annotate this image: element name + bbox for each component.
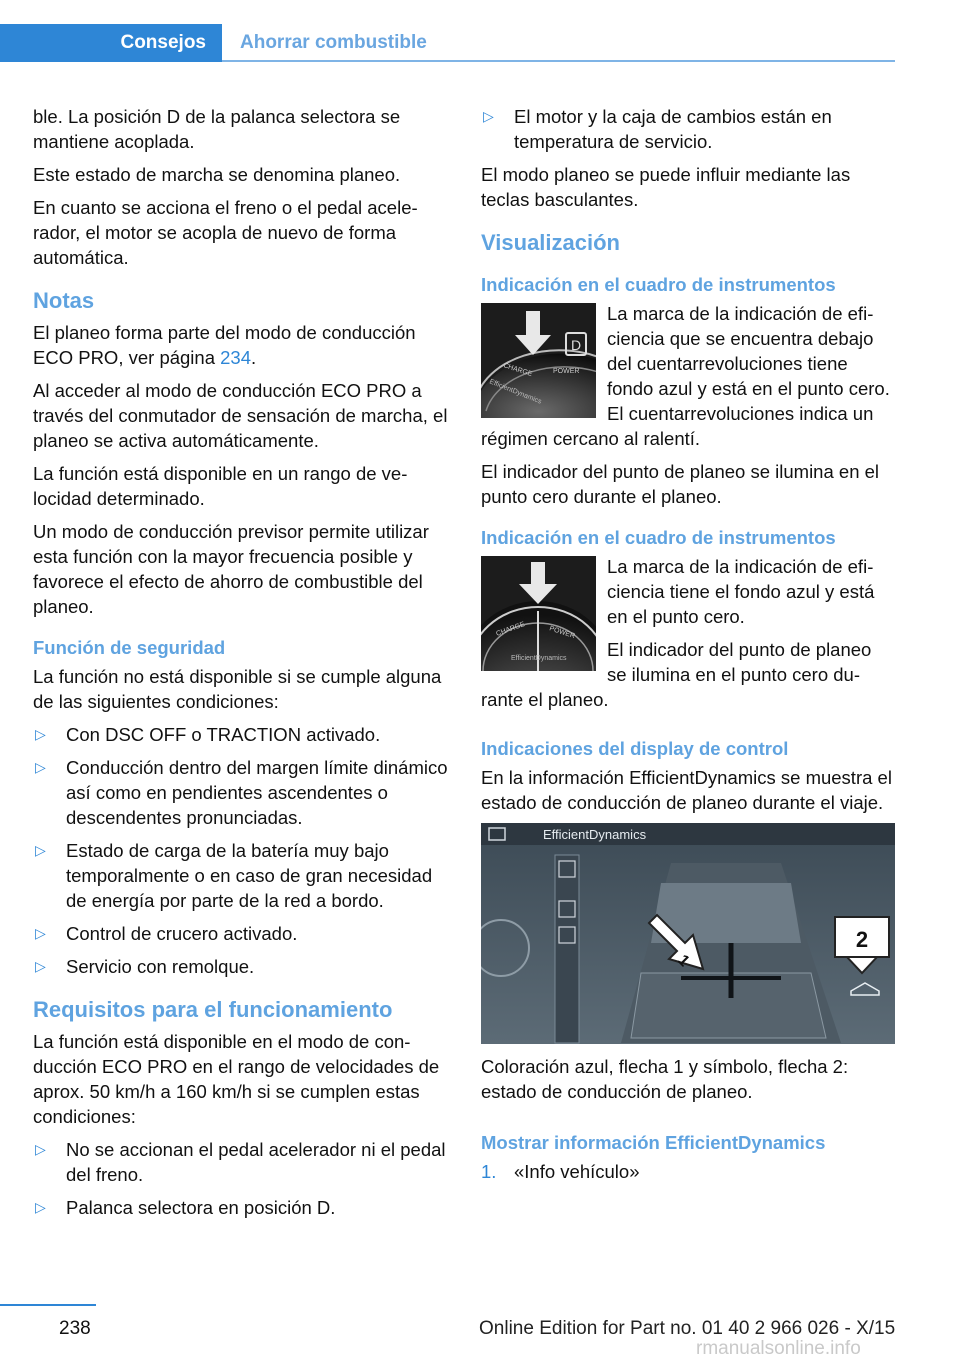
page-link-234[interactable]: 234	[220, 347, 252, 368]
paragraph: La marca de la indicación de eficiencia tiene el fondo azul y está en el punto cero.	[607, 556, 875, 627]
section-heading-visualizacion: Visualización	[481, 230, 620, 255]
triangle-bullet-icon: ▷	[35, 925, 46, 941]
arrow-1-label: 1	[674, 951, 693, 971]
instrument-cluster-image-1	[481, 303, 596, 418]
charge-label: CHARGE	[502, 362, 534, 379]
paragraph: El modo planeo se puede influir mediante las teclas basculantes.	[481, 164, 851, 210]
triangle-bullet-icon: ▷	[35, 759, 46, 775]
paragraph: La función está disponible en un rango de velocidad determinado.	[33, 463, 408, 509]
list-item	[33, 722, 451, 747]
condition-list	[33, 722, 451, 979]
paragraph: En cuanto se acciona el freno o el pedal acelerador, el motor se acopla de nuevo de forma automática.	[33, 197, 418, 268]
list-item	[33, 921, 451, 946]
list-item	[33, 1137, 451, 1187]
paragraph: ble. La posición D de la palanca selectora se mantiene acoplada.	[33, 106, 401, 152]
subheading-funcion-seguridad: Función de seguridad	[33, 637, 226, 658]
triangle-bullet-icon: ▷	[35, 1141, 46, 1157]
footer-rule	[0, 1304, 96, 1306]
requirements-list	[33, 1137, 451, 1220]
requirements-list-continued	[481, 104, 895, 154]
triangle-bullet-icon: ▷	[35, 842, 46, 858]
paragraph	[33, 320, 451, 370]
text: El planeo forma parte del modo de conducción ECO PRO, ver página	[33, 322, 416, 368]
list-item	[33, 838, 451, 913]
paragraph: La función está disponible en el modo de conducción ECO PRO en el rango de velocidades de aprox. 50 km/h a 160 km/h si se cumplen estas condiciones:	[33, 1031, 440, 1127]
left-column	[33, 104, 451, 1228]
paragraph: Este estado de marcha se denomina planeo.	[33, 164, 401, 185]
step-text: «Info vehículo»	[514, 1161, 640, 1182]
paragraph: Un modo de conducción previsor permite utilizar esta función con la mayor frecuencia posible y favorece el efecto de ahorro de combustible del planeo.	[33, 521, 429, 617]
list-item-text: Con DSC OFF o TRACTION activado.	[66, 724, 381, 745]
list-item-text: Conducción dentro del margen límite dinámico así como en pendientes ascendentes o descendentes pronunciadas.	[66, 757, 448, 828]
tab-consejos[interactable]: Consejos	[0, 24, 222, 62]
brand-label: EfficientDynamics	[511, 655, 567, 662]
list-item	[481, 104, 895, 154]
subheading-mostrar-info: Mostrar información EfficientDynamics	[481, 1132, 826, 1153]
gear-label: D	[570, 337, 582, 353]
step-number: 1.	[481, 1161, 497, 1182]
list-item-text: Palanca selectora en posición D.	[66, 1197, 336, 1218]
paragraph: La función no está disponible si se cumple alguna de las siguientes condiciones:	[33, 666, 442, 712]
power-label: POWER	[553, 368, 580, 375]
instrument-cluster-image-2	[481, 556, 596, 671]
control-display-image	[481, 823, 895, 1044]
watermark: rmanualsonline.info	[696, 1338, 861, 1359]
triangle-bullet-icon: ▷	[483, 108, 494, 124]
paragraph: El indicador del punto de planeo se ilumina en el punto cero durante el planeo.	[481, 461, 880, 507]
subheading-display-control: Indicaciones del display de control	[481, 738, 789, 759]
paragraph: Al acceder al modo de conducción ECO PRO a través del conmutador de sensación de marcha, el planeo se activa automáticamente.	[33, 380, 448, 451]
page-header	[0, 0, 960, 62]
list-item-text: No se accionan el pedal acelerador ni el pedal del freno.	[66, 1139, 446, 1185]
power-label: POWER	[548, 625, 576, 641]
list-item-text: Servicio con remolque.	[66, 956, 255, 977]
section-heading-notas: Notas	[33, 288, 95, 313]
section-heading-requisitos: Requisitos para el funcionamiento	[33, 997, 393, 1022]
steps-list	[481, 1159, 895, 1184]
list-item	[33, 954, 451, 979]
tab-ahorrar-combustible[interactable]: Ahorrar combustible	[240, 32, 427, 53]
paragraph: La marca de la indicación de eficiencia que se encuentra debajo del cuentarrevoluciones tiene fondo azul y está en el punto cero. El cuentarrevoluciones indica un régimen cercano al ralentí.	[481, 303, 890, 449]
brand-label: EfficientDynamics	[488, 378, 543, 406]
page-number: 238	[59, 1318, 91, 1339]
paragraph: El indicador del punto de planeo se ilumina en el punto cero durante el planeo.	[481, 639, 872, 710]
list-item	[33, 1195, 451, 1220]
triangle-bullet-icon: ▷	[35, 726, 46, 742]
list-item-text: Estado de carga de la batería muy bajo temporalmente o en caso de gran necesidad de energía por parte de la red a bordo.	[66, 840, 433, 911]
subheading-indicacion-cuadro-1: Indicación en el cuadro de instrumentos	[481, 274, 836, 295]
text: .	[251, 347, 257, 368]
right-column	[481, 104, 895, 1184]
paragraph: En la información EfficientDynamics se muestra el estado de conducción de planeo durante el viaje.	[481, 767, 892, 813]
header-rule	[222, 60, 895, 62]
arrow-2-label: 2	[855, 927, 869, 952]
step-item	[481, 1159, 895, 1184]
triangle-bullet-icon: ▷	[35, 1199, 46, 1215]
subheading-indicacion-cuadro-2: Indicación en el cuadro de instrumentos	[481, 527, 836, 548]
triangle-bullet-icon: ▷	[35, 958, 46, 974]
display-title: EfficientDynamics	[543, 827, 647, 842]
list-item-text: Control de crucero activado.	[66, 923, 298, 944]
list-item	[33, 755, 451, 830]
charge-label: CHARGE	[495, 621, 526, 638]
image-caption: Coloración azul, flecha 1 y símbolo, flecha 2: estado de conducción de planeo.	[481, 1056, 849, 1102]
list-item-text: El motor y la caja de cambios están en temperatura de servicio.	[514, 106, 832, 152]
edition-note: Online Edition for Part no. 01 40 2 966 026 - X/15	[479, 1318, 896, 1339]
